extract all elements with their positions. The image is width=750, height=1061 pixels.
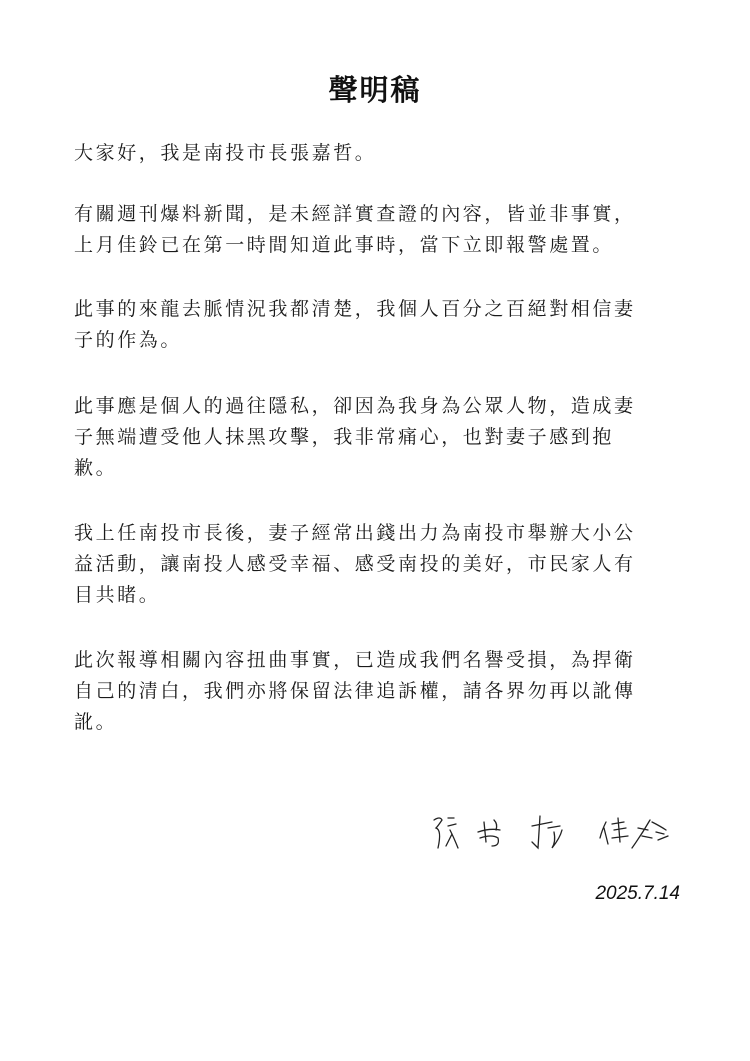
- text-line: 大家好，我是南投市長張嘉哲。: [74, 142, 377, 164]
- text-line: 目共睹。: [74, 584, 161, 606]
- text-line: 我上任南投市長後，妻子經常出錢出力為南投市舉辦大小公: [74, 522, 636, 544]
- document-title: 聲明稿: [328, 73, 422, 107]
- signature-chang-chia-che: [434, 816, 562, 848]
- text-line: 自己的清白，我們亦將保留法律追訴權，請各界勿再以訛傳: [74, 680, 636, 702]
- text-line: 子的作為。: [74, 329, 183, 351]
- paragraph-privacy: [74, 391, 684, 484]
- paragraph-greeting: [74, 138, 684, 169]
- paragraph-public-service: [74, 518, 684, 611]
- text-line: 此事的來龍去脈情況我都清楚，我個人百分之百絕對相信妻: [74, 298, 636, 320]
- text-line: 益活動，讓南投人感受幸福、感受南投的美好，市民家人有: [74, 553, 636, 575]
- text-line: 歉。: [74, 457, 118, 479]
- text-line: 訛。: [74, 711, 118, 733]
- text-line: 上月佳鈴已在第一時間知道此事時，當下立即報警處置。: [74, 234, 615, 256]
- statement-date: 2025.7.14: [595, 883, 680, 904]
- signature-chia-ling: [600, 818, 668, 848]
- text-line: 此事應是個人的過往隱私，卻因為我身為公眾人物，造成妻: [74, 395, 636, 417]
- paragraph-trust: [74, 294, 684, 356]
- handwritten-signatures: [428, 808, 688, 856]
- paragraph-legal-rights: [74, 645, 684, 738]
- text-line: 有關週刊爆料新聞，是未經詳實查證的內容，皆並非事實，: [74, 203, 636, 225]
- paragraph-news-denial: [74, 199, 684, 261]
- text-line: 子無端遭受他人抹黑攻擊，我非常痛心，也對妻子感到抱: [74, 426, 615, 448]
- text-line: 此次報導相關內容扭曲事實，已造成我們名譽受損，為捍衛: [74, 649, 636, 671]
